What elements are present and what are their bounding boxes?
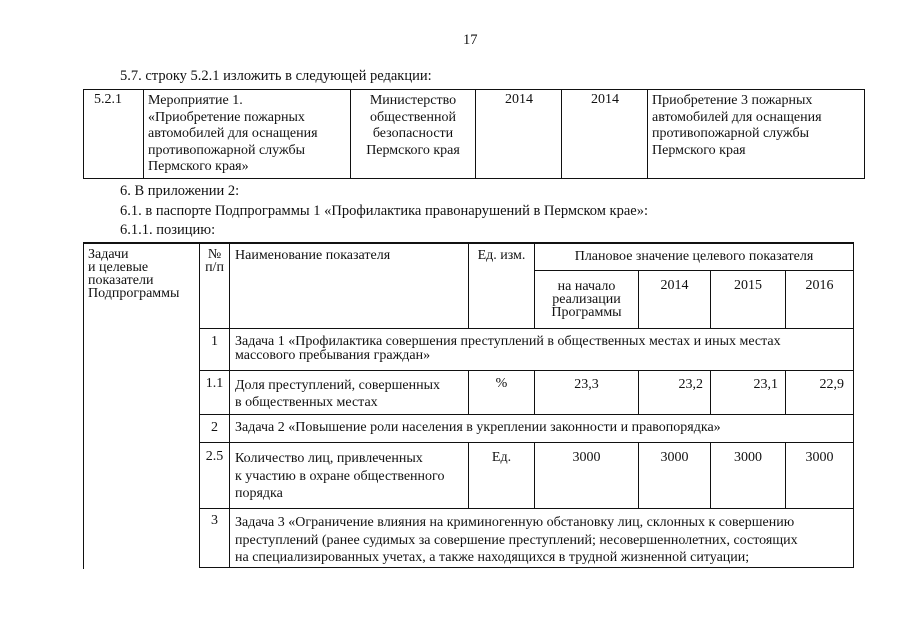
row-number: 5.2.1 [94, 92, 122, 107]
responsible-ministry: Министерство общественной безопасности Пермского края [366, 93, 460, 158]
header-tasks: Задачи и целевые показатели Подпрограммы [88, 247, 180, 301]
row-1-1-2015: 23,1 [753, 377, 778, 392]
header-start-value: на начало реализации Программы [551, 279, 622, 320]
paragraph-6: 6. В приложении 2: [120, 183, 240, 199]
row-2-5-number: 2.5 [205, 449, 224, 464]
row-2-5-unit: Ед. [491, 450, 512, 465]
row-1-1-2016: 22,9 [819, 377, 844, 392]
page-number: 17 [463, 32, 478, 48]
year-start: 2014 [505, 92, 533, 107]
paragraph-6-1-1: 6.1.1. позицию: [120, 222, 216, 238]
paragraph-6-1: 6.1. в паспорте Подпрограммы 1 «Профилактика правонарушений в Пермском крае»: [120, 203, 648, 219]
task-1-text: Задача 1 «Профилактика совершения преступлений в общественных местах и иных местах массового пребывания граждан» [235, 334, 781, 363]
task-3-text: Задача 3 «Ограничение влияния на криминогенную обстановку лиц, склонных к совершению преступлений (ранее судимых за совершение преступлений; несовершеннолетних, состоящих на специализированных учетах, а также находящихся в трудной жизненной ситуации; [235, 515, 798, 565]
row-1-1-number: 1.1 [205, 376, 224, 391]
row-1-1-unit: % [495, 376, 508, 391]
row-2-5-2014: 3000 [660, 450, 689, 465]
row-2-5-start: 3000 [572, 450, 601, 465]
task-1-number: 1 [211, 334, 218, 349]
paragraph-5-7: 5.7. строку 5.2.1 изложить в следующей редакции: [120, 68, 432, 84]
header-year-2016: 2016 [805, 278, 834, 293]
header-planned-value: Плановое значение целевого показателя [574, 249, 814, 264]
year-end: 2014 [591, 92, 619, 107]
row-2-5-name: Количество лиц, привлеченных к участию в охране общественного порядка [235, 451, 445, 501]
event-description: Мероприятие 1. «Приобретение пожарных автомобилей для оснащения противопожарной службы Пермского края» [148, 93, 318, 174]
row-1-1-name: Доля преступлений, совершенных в общественных местах [235, 378, 441, 410]
row-1-1-2014: 23,2 [678, 377, 703, 392]
task-3-number: 3 [211, 513, 218, 528]
task-2-text: Задача 2 «Повышение роли населения в укреплении законности и правопорядка» [235, 420, 721, 435]
row-2-5-2015: 3000 [734, 450, 762, 465]
row-1-1-start: 23,3 [574, 377, 599, 392]
task-2-number: 2 [211, 420, 218, 435]
header-indicator-name: Наименование показателя [235, 248, 391, 263]
expected-result: Приобретение 3 пожарных автомобилей для оснащения противопожарной службы Пермского края [652, 93, 822, 158]
header-unit: Ед. изм. [477, 248, 526, 263]
header-year-2014: 2014 [660, 278, 689, 293]
header-number: № п/п [205, 247, 224, 275]
header-year-2015: 2015 [734, 278, 762, 293]
row-2-5-2016: 3000 [805, 450, 834, 465]
